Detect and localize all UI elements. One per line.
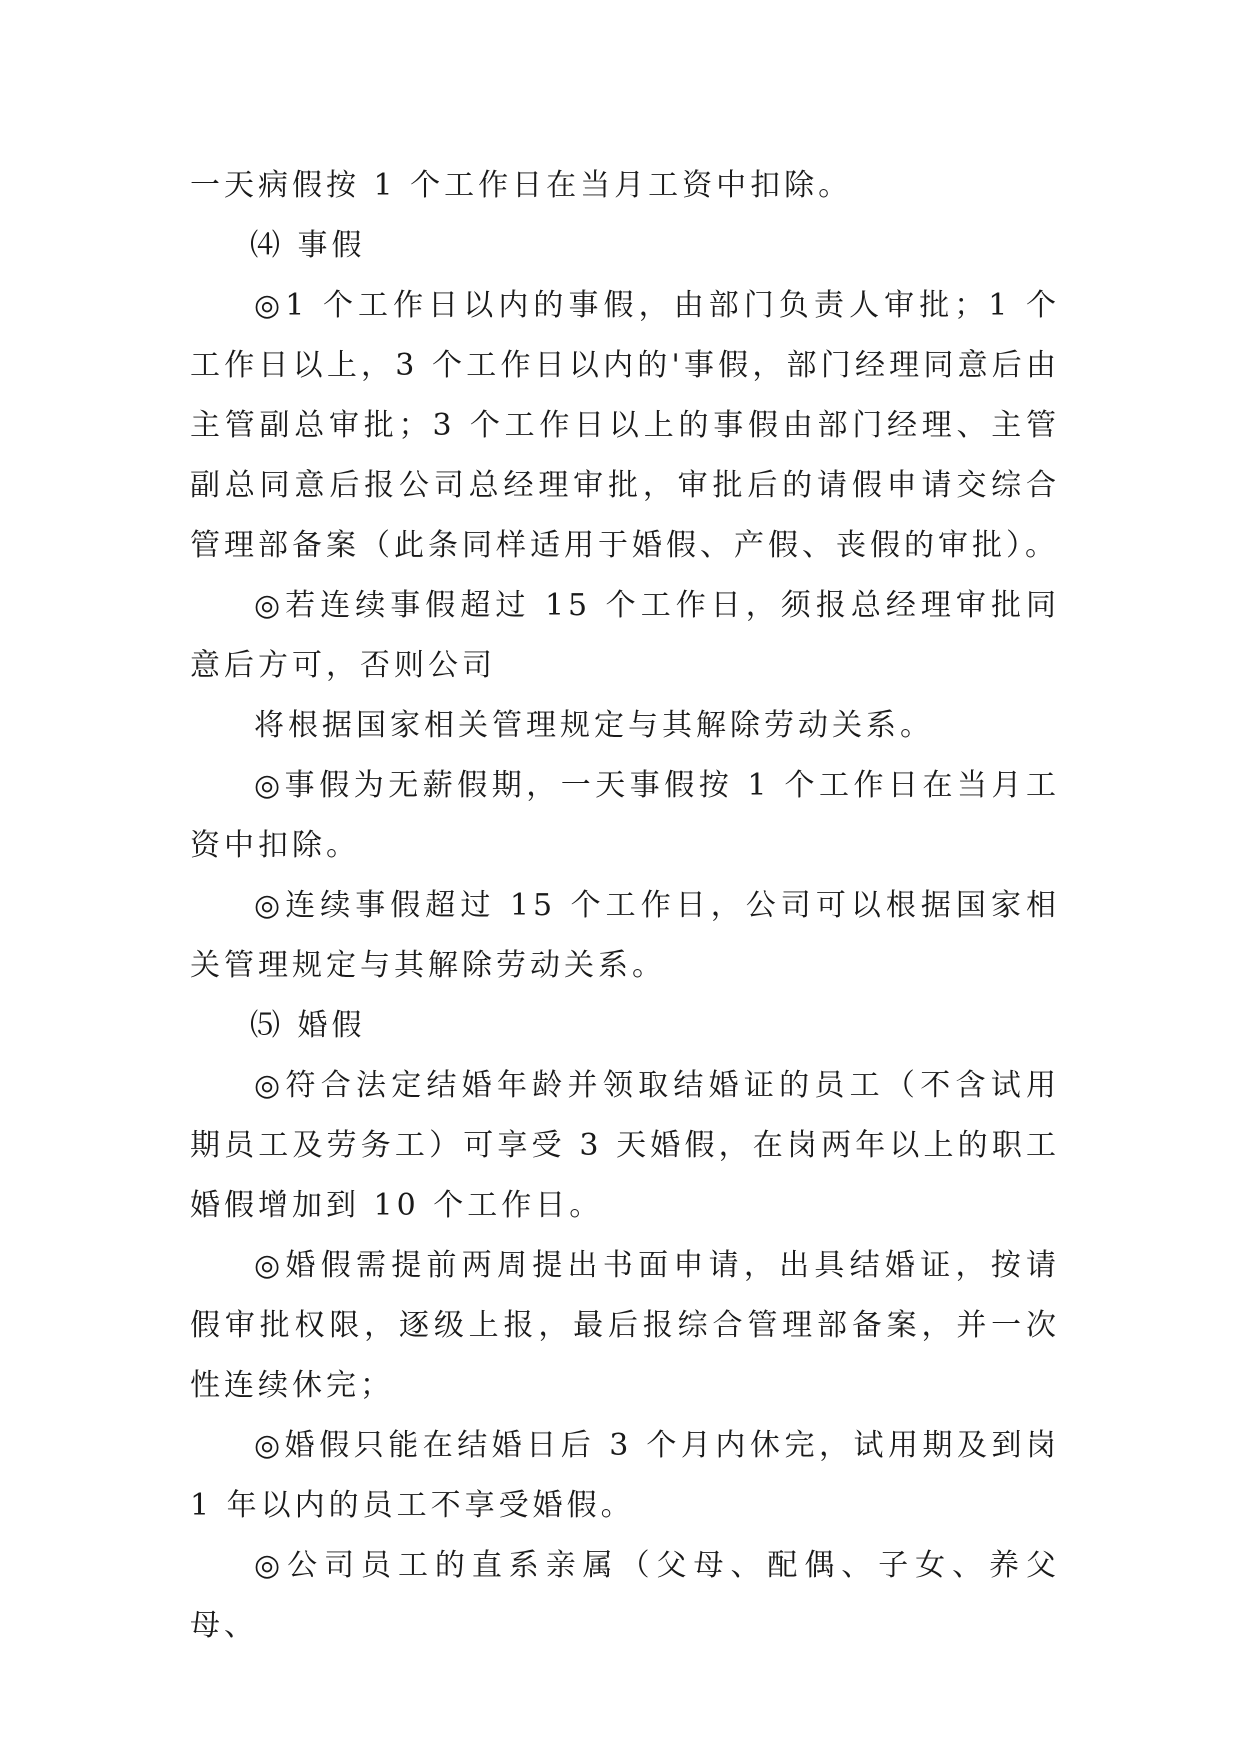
paragraph-terminate-relationship: 将根据国家相关管理规定与其解除劳动关系。 [254, 708, 934, 743]
section-heading-marriage-leave: ⑸ 婚假 [250, 1008, 366, 1043]
paragraph-marriage-leave-application: ◎婚假需提前两周提出书面申请，出具结婚证，按请假审批权限，逐级上报，最后报综合管理部备案，并一次性连续休完； [190, 1248, 1060, 1403]
paragraph-direct-relatives: ◎公司员工的直系亲属（父母、配偶、子女、养父母、 [190, 1548, 1060, 1643]
paragraph-marriage-leave-timing: ◎婚假只能在结婚日后 3 个月内休完，试用期及到岗 1 年以内的员工不享受婚假。 [190, 1428, 1060, 1523]
document-body [190, 156, 1060, 1656]
paragraph-unpaid-leave: ◎事假为无薪假期，一天事假按 1 个工作日在当月工资中扣除。 [190, 768, 1060, 863]
paragraph-continuous-personal-leave: ◎连续事假超过 15 个工作日，公司可以根据国家相关管理规定与其解除劳动关系。 [190, 888, 1060, 983]
paragraph-marriage-leave-eligibility: ◎符合法定结婚年龄并领取结婚证的员工（不含试用期员工及劳务工）可享受 3 天婚假，在岗两年以上的职工婚假增加到 10 个工作日。 [190, 1068, 1060, 1223]
paragraph-sick-leave-deduction: 一天病假按 1 个工作日在当月工资中扣除。 [190, 168, 853, 203]
paragraph-personal-leave-over-15-days: ◎若连续事假超过 15 个工作日，须报总经理审批同意后方可，否则公司 [190, 588, 1060, 683]
section-heading-personal-leave: ⑷ 事假 [250, 228, 366, 263]
paragraph-personal-leave-approval: ◎1 个工作日以内的事假，由部门负责人审批；1 个工作日以上，3 个工作日以内的'事假，部门经理同意后由主管副总审批；3 个工作日以上的事假由部门经理、主管副总同意后报公司总经理审批，审批后的请假申请交综合管理部备案（此条同样适用于婚假、产假、丧假的审批）。 [190, 288, 1060, 563]
